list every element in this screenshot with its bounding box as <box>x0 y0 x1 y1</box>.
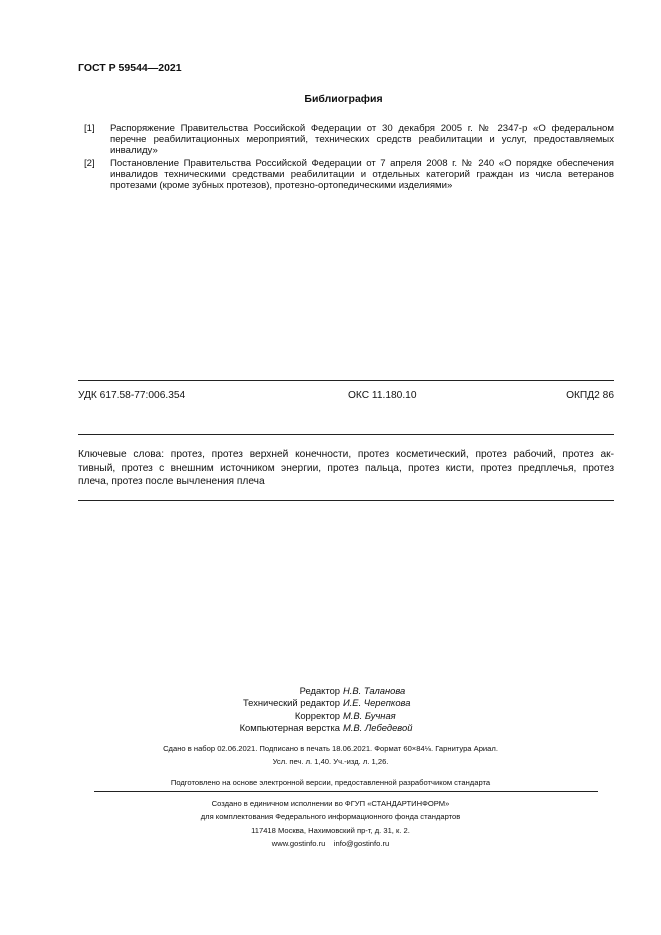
credit-role: Корректор <box>294 709 340 721</box>
document-code: ГОСТ Р 59544—2021 <box>78 62 182 74</box>
keywords-line: Ключевые слова: протез, протез верхней конечности, протез косметический, протез рабочий, протез ак- <box>78 449 614 460</box>
okpd-code: ОКПД2 86 <box>566 390 614 401</box>
publisher-block <box>0 797 661 850</box>
credits-block <box>0 685 661 734</box>
credit-role: Технический редактор <box>242 697 340 709</box>
reference-line: инвалиду» <box>110 145 158 157</box>
reference-number: [2] <box>84 158 95 169</box>
udk-code: УДК 617.58-77:006.354 <box>78 390 186 401</box>
credit-layout <box>0 722 661 734</box>
credit-role: Редактор <box>299 685 340 696</box>
credit-editor <box>0 685 661 697</box>
print-info-line: Усл. печ. л. 1,40. Уч.-изд. л. 1,26. <box>272 757 389 766</box>
reference-text <box>110 123 614 157</box>
reference-line: протезами (кроме зубных протезов), протезно-ортопедическими изделиями» <box>110 180 453 192</box>
publisher-line: Создано в единичном исполнении во ФГУП «СТАНДАРТИНФОРМ» <box>211 799 450 808</box>
reference-text <box>110 158 614 192</box>
reference-line: Распоряжение Правительства Российской Федерации от 30 декабря 2005 г. № 2347-р «О федеральном <box>110 123 614 134</box>
credit-name: М.В. Бучная <box>343 709 396 721</box>
print-info-line: Сдано в набор 02.06.2021. Подписано в печать 18.06.2021. Формат 60×84⅛. Гарнитура Ариал. <box>163 744 498 753</box>
divider-bottom <box>78 500 614 501</box>
divider-top <box>78 380 614 381</box>
publisher-contacts: www.gostinfo.ru info@gostinfo.ru <box>271 838 390 848</box>
credit-tech-editor <box>0 697 661 709</box>
publisher-line: 117418 Москва, Нахимовский пр-т, д. 31, к. 2. <box>251 825 410 835</box>
prepared-note: Подготовлено на основе электронной версии, предоставленной разработчиком стандарта <box>170 778 491 787</box>
reference-line: Постановление Правительства Российской Федерации от 7 апреля 2008 г. № 240 «О порядке обеспечения <box>110 158 614 169</box>
publisher-line: для комплектования Федерального информационного фонда стандартов <box>200 812 461 822</box>
bibliography-item <box>84 158 614 192</box>
credit-name: Н.В. Таланова <box>343 685 406 696</box>
oks-code: ОКС 11.180.10 <box>348 390 417 401</box>
credit-proofreader <box>0 710 661 722</box>
credit-name: И.Е. Черепкова <box>343 697 411 709</box>
divider-footer <box>94 791 598 792</box>
bibliography-item <box>84 123 614 157</box>
reference-number: [1] <box>84 123 95 134</box>
divider-middle <box>78 434 614 435</box>
reference-line: перечне реабилитационных мероприятий, технических средств реабилитации и услуг, предоставляемых <box>110 134 614 146</box>
bibliography-title: Библиография <box>304 93 383 105</box>
reference-line: инвалидов техническими средствами реабилитации и отдельных категорий граждан из числа ветеранов <box>110 169 614 181</box>
keywords-line: плеча, протез после вычленения плеча <box>78 476 265 487</box>
credit-role: Компьютерная верстка <box>239 721 340 733</box>
classification-row <box>78 390 614 401</box>
credit-name: М.В. Лебедевой <box>343 721 413 733</box>
keywords-block <box>78 448 614 489</box>
keywords-line: тивный, протез с внешним источником энергии, протез пальца, протез кисти, протез предплечья, протез <box>78 462 614 474</box>
